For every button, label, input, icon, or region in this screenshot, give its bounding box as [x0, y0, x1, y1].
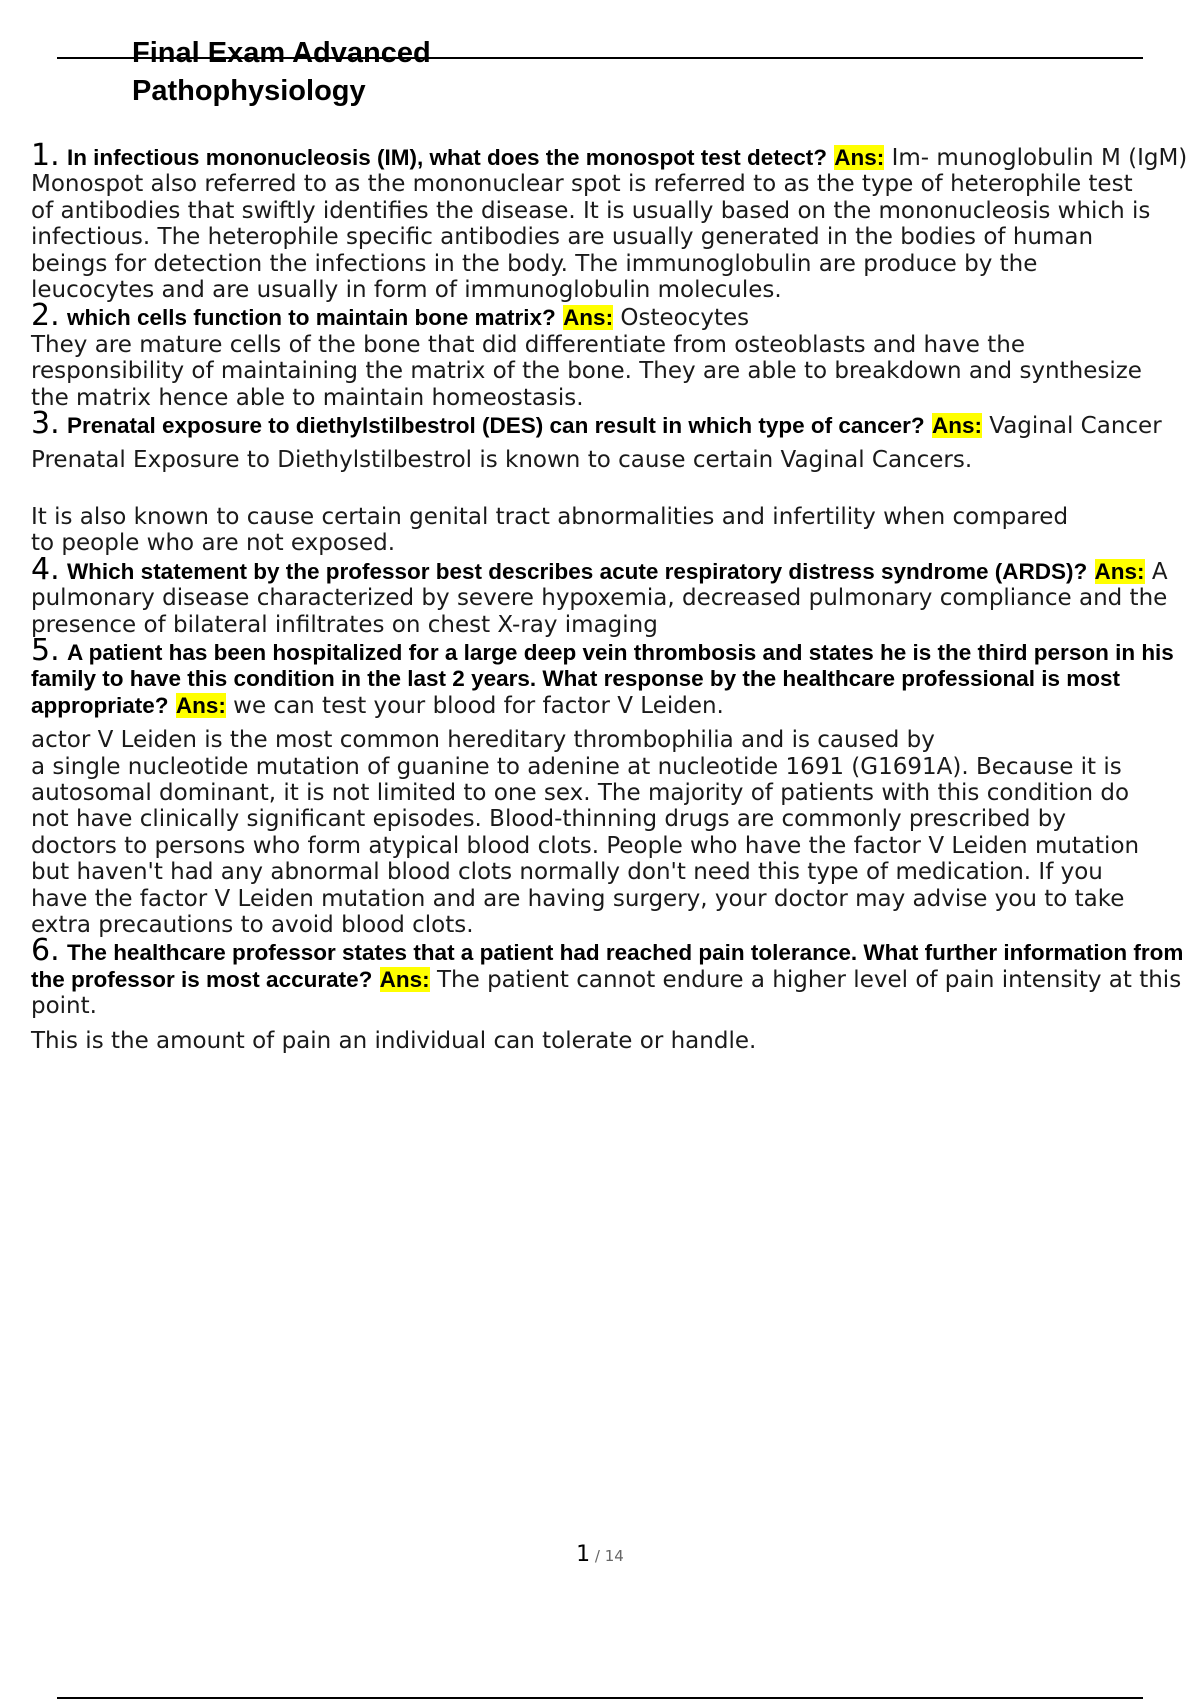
question-6	[31, 933, 1200, 1020]
page-current: 1	[576, 1542, 591, 1567]
answer-label: Ans:	[175, 692, 226, 718]
question-number: 6.	[31, 933, 60, 969]
explanation: This is the amount of pain an individual can tolerate or handle.	[31, 1027, 757, 1054]
title-line-2: Pathophysiology	[132, 75, 366, 107]
question-number: 2.	[31, 298, 60, 334]
document-title	[132, 34, 431, 110]
explanation: actor V Leiden is the most common hereditary thrombophilia and is caused by a single nucleotide mutation of guanine to adenine at nucleotide 1691 (G1691A). Because it is autosomal dominant, it is not limited to one sex. The majority of patients with this condition do not have clinically significant episodes. Blood-thinning drugs are commonly prescribed by doctors to persons who form atypical blood clots. People who have the factor V Leiden mutation but haven't had any abnormal blood clots normally don't need this type of medication. If you have the factor V Leiden mutation and are having surgery, your doctor may advise you to take extra precautions to avoid blood clots.	[31, 727, 1140, 938]
question-2	[31, 298, 1200, 334]
question-4	[31, 551, 1200, 638]
explanation: Prenatal Exposure to Diethylstilbestrol is known to cause certain Vaginal Cancers.	[31, 447, 973, 474]
question-text: The healthcare professor states that a patient had reached pain tolerance. What further information from the professor is most accurate?	[31, 940, 1184, 992]
answer-text: A pulmonary disease characterized by severe hypoxemia, decreased pulmonary compliance and the presence of bilateral infiltrates on chest X-ray imaging	[31, 558, 1168, 638]
answer-label: Ans:	[1094, 558, 1145, 584]
question-number: 1.	[31, 138, 60, 173]
explanation: They are mature cells of the bone that did differentiate from osteoblasts and have the responsibility of maintaining the matrix of the bone. They are able to breakdown and synthesize the matrix hence able to maintain homeostasis.	[31, 331, 1142, 411]
question-text: In infectious mononucleosis (IM), what does the monospot test detect?	[66, 145, 827, 170]
explanation: Monospot also referred to as the mononuclear spot is referred to as the type of heterophile test of antibodies that swiftly identifies the disease. It is usually based on the mononucleosis which is infectious. The heterophile specific antibodies are usually generated in the bodies of human beings for detection the infections in the body. The immunoglobulin are produce by the leucocytes and are usually in form of immunoglobulin molecules.	[31, 171, 1151, 304]
question-5	[31, 632, 1200, 719]
answer-text: Osteocytes	[620, 305, 750, 332]
question-number: 4.	[31, 551, 60, 587]
question-text: A patient has been hospitalized for a large deep vein thrombosis and states he is the third person in his family to have this condition in the last 2 years. What response by the healthcare professional is most appropriate?	[31, 639, 1174, 718]
answer-text: The patient cannot endure a higher level of pain intensity at this point.	[31, 966, 1182, 1020]
answer-label: Ans:	[563, 305, 614, 331]
footer-rule	[57, 1697, 1143, 1699]
question-3	[31, 406, 1200, 442]
answer-text: we can test your blood for factor V Leiden.	[233, 692, 724, 719]
question-number: 3.	[31, 406, 60, 442]
question-text: Prenatal exposure to diethylstilbestrol (DES) can result in which type of cancer?	[66, 413, 925, 439]
explanation: It is also known to cause certain genital tract abnormalities and infertility when compared to people who are not exposed.	[31, 503, 1069, 557]
question-1	[31, 138, 1200, 173]
title-line-1: Final Exam Advanced	[132, 37, 431, 69]
answer-text: Im- munoglobulin M (IgM)	[891, 145, 1188, 171]
answer-label: Ans:	[379, 966, 430, 992]
question-text: which cells function to maintain bone matrix?	[66, 305, 556, 331]
question-text: Which statement by the professor best describes acute respiratory distress syndrome (ARDS)?	[66, 558, 1088, 584]
page-total: / 14	[590, 1547, 624, 1565]
answer-label: Ans:	[931, 413, 982, 439]
answer-text: Vaginal Cancer	[989, 413, 1162, 440]
page-number	[0, 1542, 1200, 1567]
questions-list	[31, 138, 1200, 1054]
question-number: 5.	[31, 632, 60, 668]
answer-label: Ans:	[834, 145, 885, 170]
